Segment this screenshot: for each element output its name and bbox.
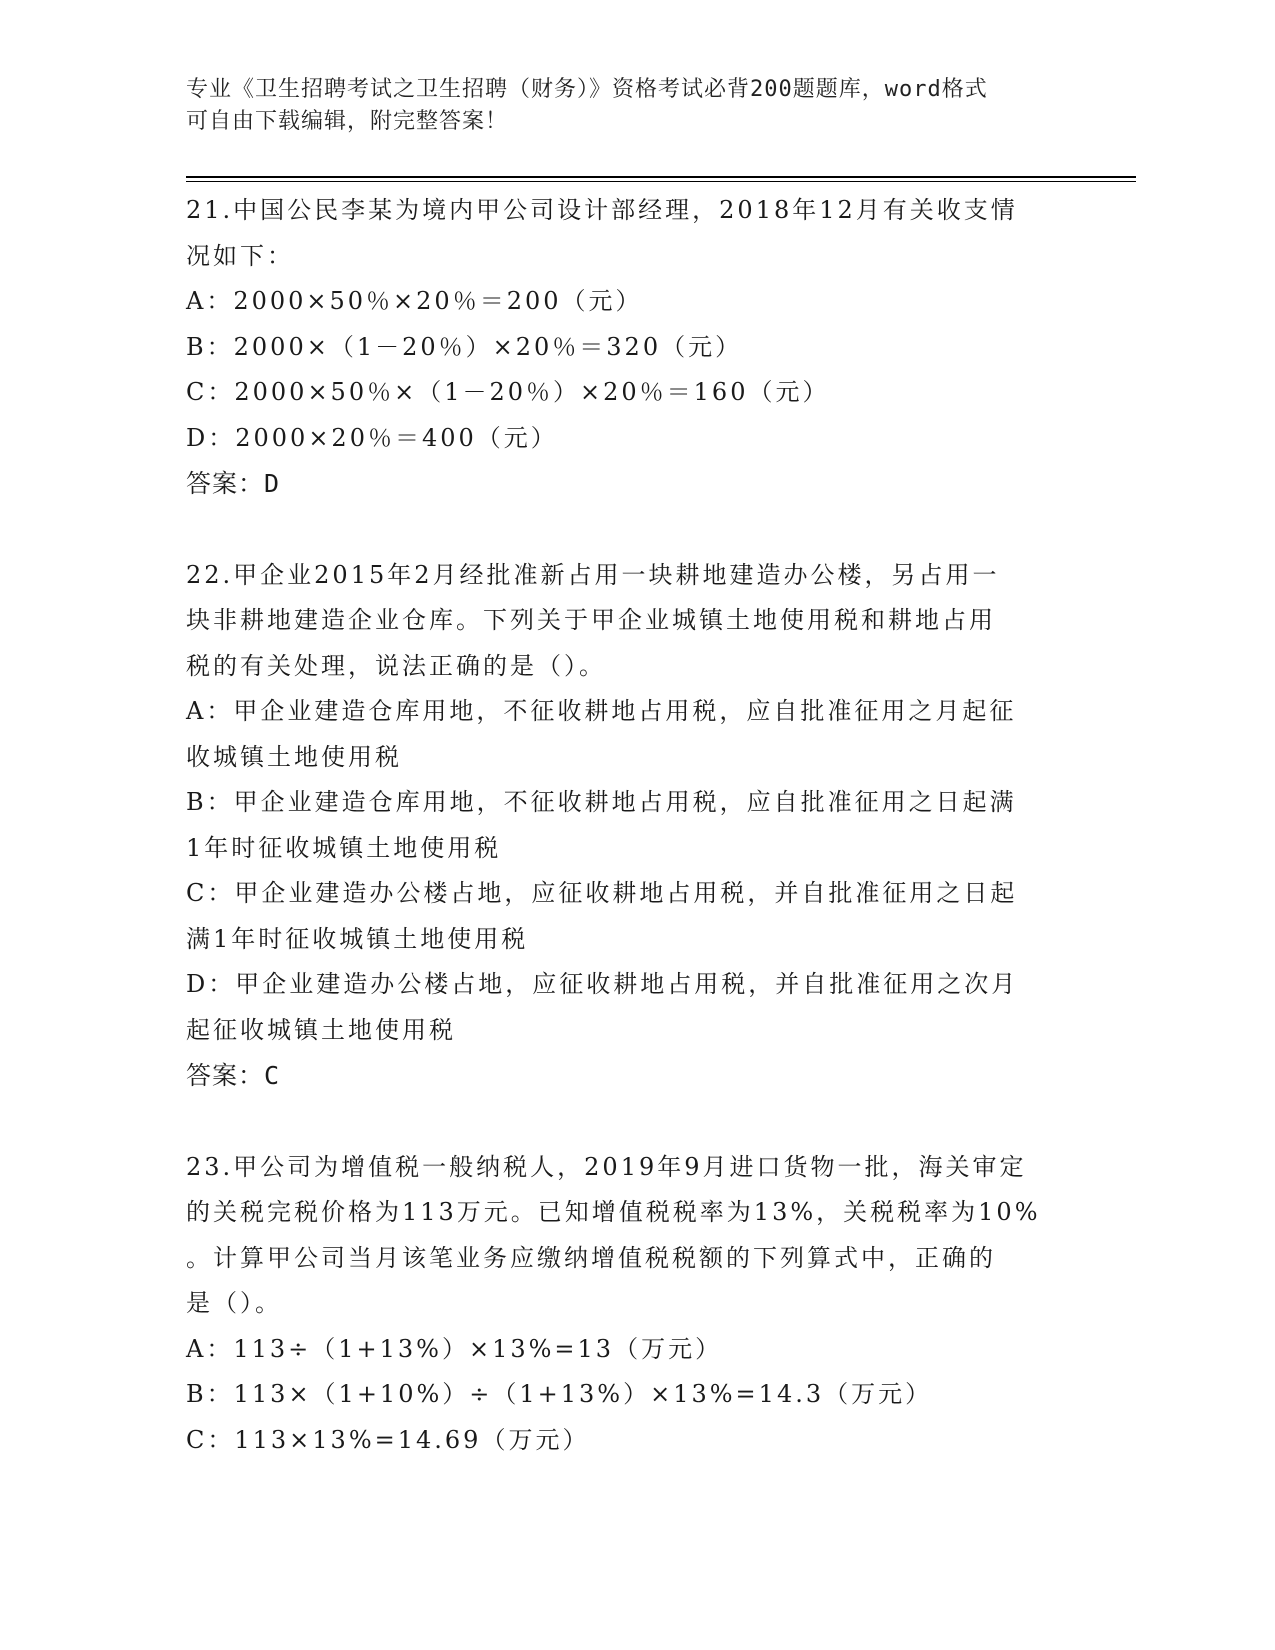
header-divider-thick bbox=[186, 176, 1136, 178]
option-d: D：2000×20％＝400（元） bbox=[186, 423, 558, 452]
answer-line: 答案：D bbox=[186, 469, 281, 498]
option-d: D：甲企业建造办公楼占地，应征收耕地占用税，并自批准征用之次月 bbox=[186, 970, 1019, 998]
question-stem-line: 22.甲企业2015年2月经批准新占用一块耕地建造办公楼，另占用一 bbox=[186, 560, 1000, 589]
document-header bbox=[186, 74, 1066, 138]
option-b: B：113×（1+10%）÷（1+13%）×13%=14.3（万元） bbox=[186, 1380, 933, 1408]
option-b: B：甲企业建造仓库用地，不征收耕地占用税，应自批准征用之日起满 bbox=[186, 788, 1017, 816]
question-stem-line: 税的有关处理，说法正确的是（）。 bbox=[186, 651, 606, 680]
option-b: B：2000×（1－20％）×20％＝320（元） bbox=[186, 332, 743, 361]
question-stem-line: 块非耕地建造企业仓库。下列关于甲企业城镇土地使用税和耕地占用 bbox=[186, 606, 996, 634]
option-a: A：113÷（1+13%）×13%=13（万元） bbox=[186, 1334, 723, 1363]
header-divider-thin bbox=[186, 181, 1136, 182]
option-b-continued: 1年时征收城镇土地使用税 bbox=[186, 833, 502, 862]
spacer bbox=[186, 1099, 1081, 1145]
question-stem-line: 21.中国公民李某为境内甲公司设计部经理，2018年12月有关收支情 bbox=[186, 196, 1018, 224]
question-stem-line: 。计算甲公司当月该笔业务应缴纳增值税税额的下列算式中，正确的 bbox=[186, 1243, 996, 1272]
question-22 bbox=[186, 553, 1081, 1099]
option-c: C：甲企业建造办公楼占地，应征收耕地占用税，并自批准征用之日起 bbox=[186, 879, 1018, 907]
option-c-continued: 满1年时征收城镇土地使用税 bbox=[186, 924, 529, 953]
option-d-continued: 起征收城镇土地使用税 bbox=[186, 1015, 456, 1044]
header-line-1: 专业《卫生招聘考试之卫生招聘（财务）》资格考试必背200题题库，word格式 bbox=[186, 77, 988, 102]
question-23 bbox=[186, 1145, 1081, 1464]
option-a: A：甲企业建造仓库用地，不征收耕地占用税，应自批准征用之月起征 bbox=[186, 697, 1017, 725]
option-c: C：2000×50％×（1－20％）×20％＝160（元） bbox=[186, 378, 830, 406]
question-21 bbox=[186, 188, 1081, 507]
question-list bbox=[186, 188, 1081, 1463]
answer-line: 答案：C bbox=[186, 1061, 281, 1090]
option-c: C：113×13%=14.69（万元） bbox=[186, 1425, 590, 1454]
header-line-2: 可自由下载编辑，附完整答案！ bbox=[186, 109, 509, 134]
question-stem-line: 况如下： bbox=[186, 241, 294, 270]
question-stem-line: 的关税完税价格为113万元。已知增值税税率为13%，关税税率为10% bbox=[186, 1198, 1041, 1226]
option-a-continued: 收城镇土地使用税 bbox=[186, 742, 402, 771]
question-stem-line: 是（）。 bbox=[186, 1289, 282, 1317]
option-a: A：2000×50％×20％＝200（元） bbox=[186, 287, 643, 315]
question-stem-line: 23.甲公司为增值税一般纳税人，2019年9月进口货物一批，海关审定 bbox=[186, 1152, 1027, 1181]
spacer bbox=[186, 507, 1081, 553]
